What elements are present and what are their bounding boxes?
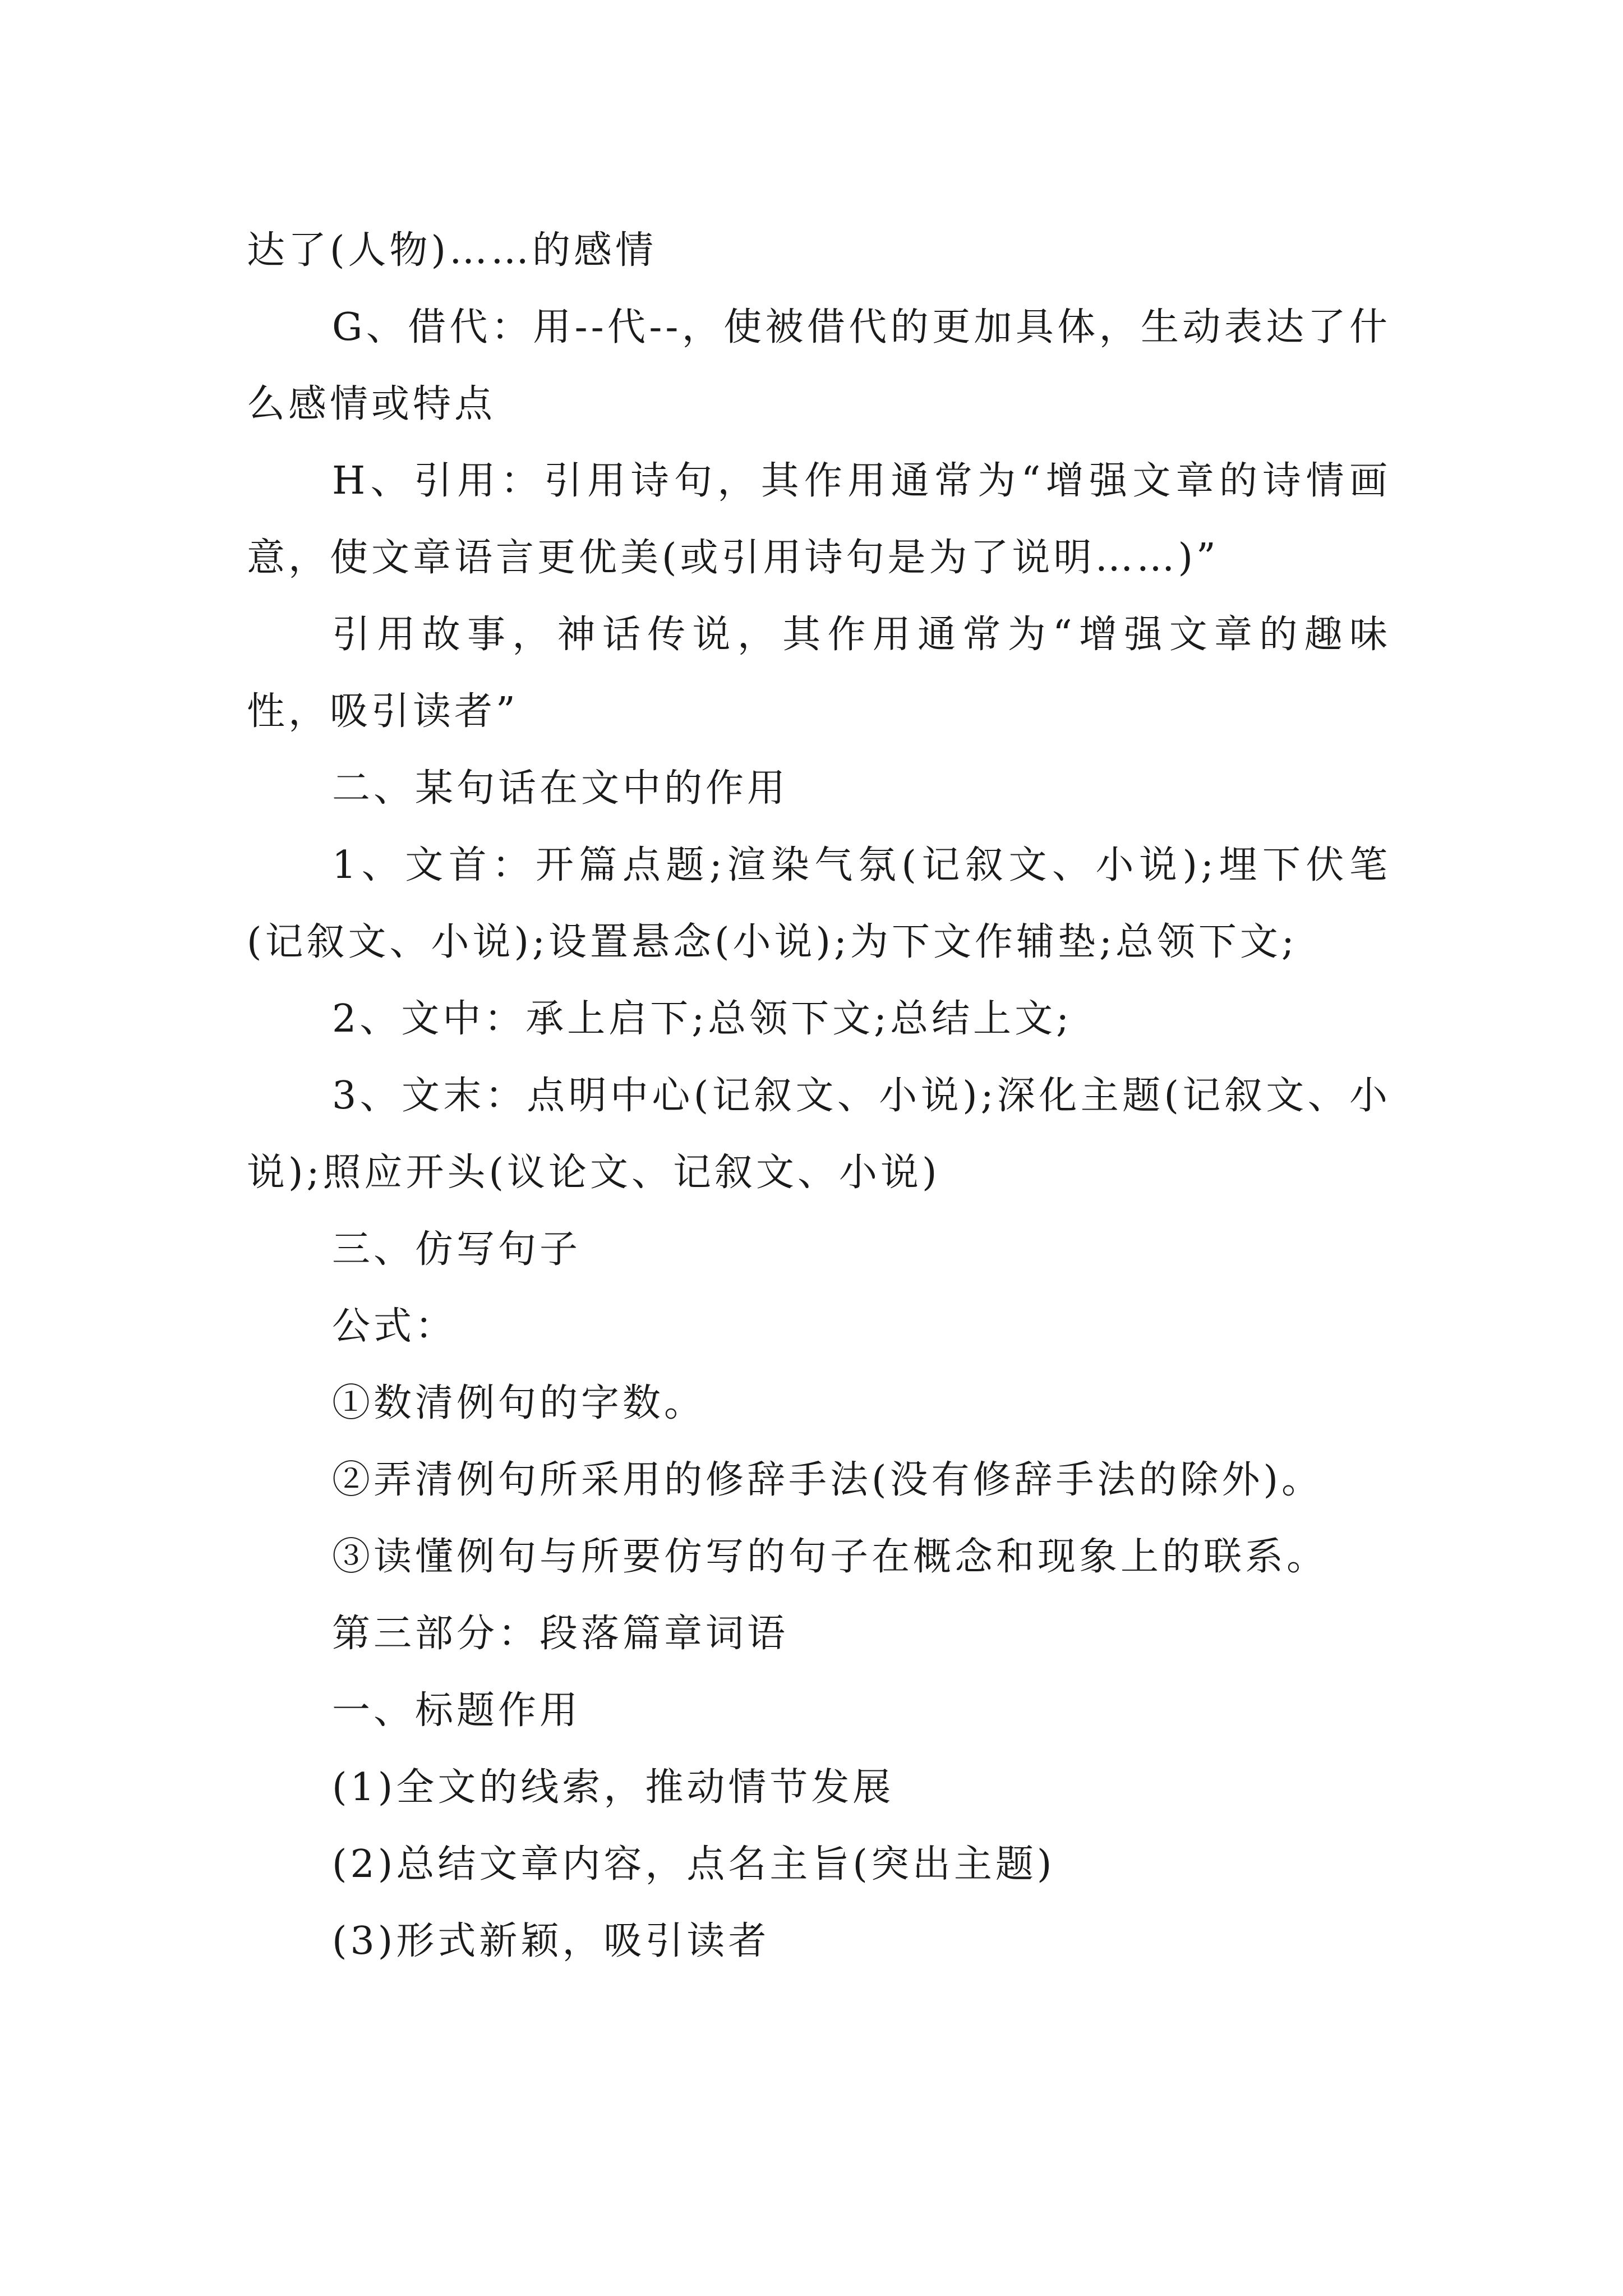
list-item-title-role-3: (3)形式新颖，吸引读者: [332, 1919, 770, 1963]
paragraph-metonymy: G、借代：用--代--，使被借代的更加具体，生动表达了什么感情或特点: [247, 305, 1391, 426]
paragraph-middle: 2、文中：承上启下;总领下文;总结上文;: [332, 997, 1072, 1041]
paragraph-beginning: 1、文首：开篇点题;渲染气氛(记叙文、小说);埋下伏笔(记叙文、小说);设置悬念(小说);为下文作辅垫;总领下文;: [247, 843, 1391, 964]
paragraph-end: 3、文末：点明中心(记叙文、小说);深化主题(记叙文、小说);照应开头(议论文、记叙文、小说): [247, 1074, 1391, 1195]
paragraph-formula-label: 公式：: [332, 1304, 457, 1349]
section-heading-sentence-role: 二、某句话在文中的作用: [332, 766, 789, 811]
list-item-formula-1: ①数清例句的字数。: [332, 1381, 706, 1425]
list-item-title-role-2: (2)总结文章内容，点名主旨(突出主题): [332, 1842, 1055, 1887]
section-heading-title-role: 一、标题作用: [332, 1688, 582, 1733]
document-body: [247, 212, 1391, 1980]
paragraph-continuation: 达了(人物)……的感情: [247, 228, 657, 273]
list-item-formula-2: ②弄清例句所采用的修辞手法(没有修辞手法的除外)。: [332, 1458, 1324, 1502]
list-item-title-role-1: (1)全文的线索，推动情节发展: [332, 1765, 895, 1810]
paragraph-quotation: H、引用：引用诗句，其作用通常为“增强文章的诗情画意，使文章语言更优美(或引用诗句是为了说明……)”: [247, 459, 1391, 580]
paragraph-quotation-story: 引用故事，神话传说，其作用通常为“增强文章的趣味性，吸引读者”: [247, 613, 1391, 734]
section-heading-imitation: 三、仿写句子: [332, 1227, 582, 1272]
list-item-formula-3: ③读懂例句与所要仿写的句子在概念和现象上的联系。: [332, 1535, 1329, 1579]
part-heading: 第三部分：段落篇章词语: [332, 1612, 789, 1656]
